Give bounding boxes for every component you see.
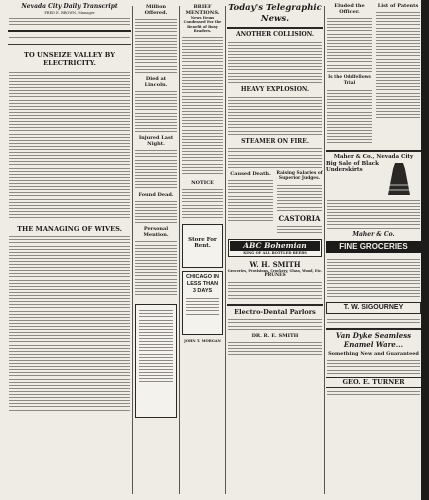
masthead-title: Nevada City Daily Transcript xyxy=(21,3,118,10)
headline-caused-death: Caused Death. xyxy=(230,170,271,177)
headline-personal: Personal Mention. xyxy=(143,226,169,239)
prunes: PRUNES xyxy=(264,273,286,279)
headline-oddfellows: Is the Oddfellows Trial xyxy=(328,74,371,86)
scan-edge xyxy=(421,0,429,500)
masquerade-ad xyxy=(135,304,177,418)
van-dyke: Van Dyke Seamless Enamel Ware... xyxy=(335,331,412,349)
column-5 xyxy=(326,0,421,500)
electro-dental: Electro-Dental Parlors xyxy=(234,307,316,316)
column-3 xyxy=(181,0,224,500)
chicago-headline: CHICAGO IN LESS THAN 3 DAYS xyxy=(186,273,219,294)
headline-million: Million Offered. xyxy=(144,4,168,16)
column-1 xyxy=(8,0,131,500)
headline-explosion: HEAVY EXPLOSION. xyxy=(240,85,310,93)
store-for-rent-ad xyxy=(182,224,223,268)
column-4 xyxy=(227,0,323,500)
brief-subtitle: News Items Condensed For the Benefit of Busy Readers. xyxy=(183,16,222,34)
chicago-ad xyxy=(182,271,223,335)
abc-subtitle: KING OF ALL BOTTLED BEERS xyxy=(243,251,307,256)
headline-patents: List of Patents xyxy=(377,3,419,9)
smith-ad-title: W. H. SMITH xyxy=(249,260,301,270)
headline-eluded: Eluded the Officer. xyxy=(334,3,365,15)
headline-lincoln: Died at Lincoln. xyxy=(144,75,168,88)
castoria: CASTORIA xyxy=(278,213,321,223)
headline-collision: ANOTHER COLLISION. xyxy=(236,31,314,38)
headline-notice: NOTICE xyxy=(191,179,214,186)
fine-groceries: FINE GROCERIES xyxy=(326,241,421,253)
dr-smith: DR. R. E. SMITH xyxy=(251,332,299,339)
telegraphic-title: Today's Telegraphic News. xyxy=(228,3,322,24)
abc-bohemian: ABC Bohemian xyxy=(230,241,320,251)
headline-steamer: STEAMER ON FIRE. xyxy=(241,137,309,145)
headline-valley: TO UNSEIZE VALLEY BY ELECTRICITY. xyxy=(24,50,115,67)
sigourney: T. W. SIGOURNEY xyxy=(326,302,421,314)
maher-title: Maher & Co., Nevada City xyxy=(333,153,414,160)
headline-wives: THE MANAGING OF WIVES. xyxy=(17,225,122,234)
column-2 xyxy=(134,0,178,500)
abc-beer-ad xyxy=(228,239,322,257)
headline-found-dead: Found Dead. xyxy=(138,191,174,198)
headline-salaries: Raising Salaries of Superior Judges. xyxy=(276,170,323,182)
store-for-rent: Store For Rent. xyxy=(188,236,217,249)
smith-ad-subtitle: Groceries, Provisions, Crockery, Glass, Wood, Etc. xyxy=(227,269,323,274)
headline-brief: BRIEF MENTIONS. xyxy=(185,4,220,16)
maher-subtitle: Big Sale of Black Underskirts xyxy=(326,160,379,174)
something-new: Something New and Guaranteed xyxy=(328,351,419,358)
maher-signature: Maher & Co. xyxy=(352,230,395,238)
masthead-proprietor: FRED E. BROWN, Manager xyxy=(44,11,95,15)
underskirt-illustration xyxy=(386,161,412,197)
turner: GEO. E. TURNER xyxy=(326,377,421,388)
morgan-ad: JOHN T. MORGAN xyxy=(184,338,221,343)
headline-injured: Injured Last Night. xyxy=(138,135,174,148)
